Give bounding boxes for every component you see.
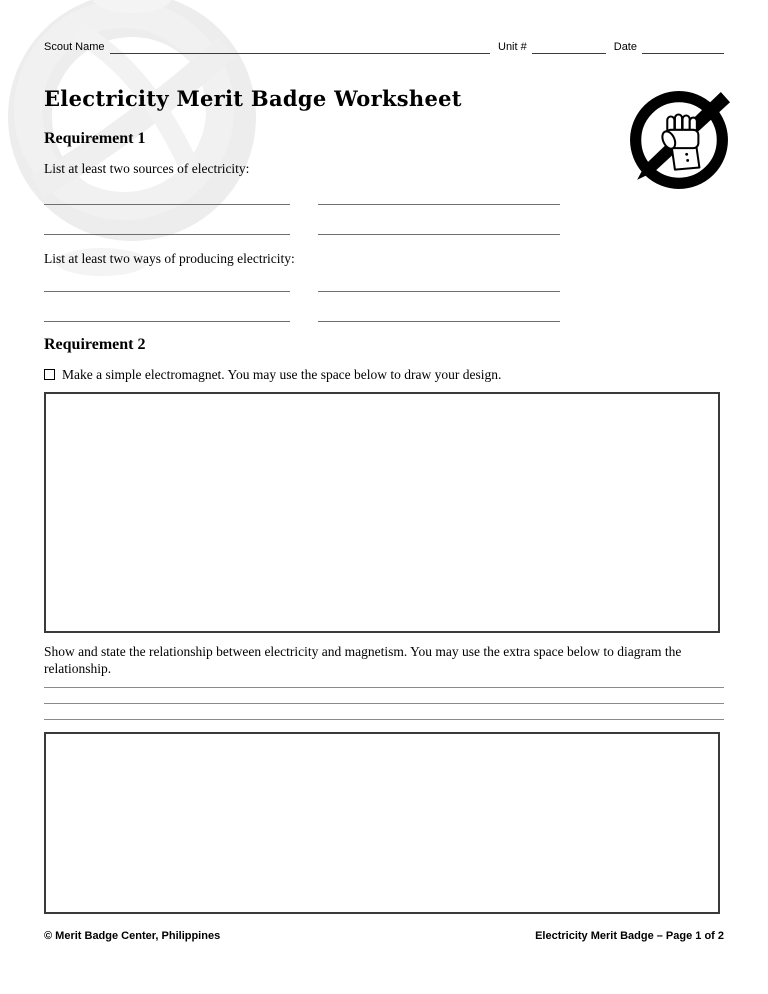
producing-prompt: List at least two ways of producing electricity:	[44, 251, 295, 266]
date-blank[interactable]	[642, 40, 724, 54]
producing-blank-1[interactable]	[44, 277, 290, 292]
relationship-prompt: Show and state the relationship between electricity and magnetism. You may use the extra space below to diagram the relationship.	[44, 644, 682, 676]
page-title: Electricity Merit Badge Worksheet	[44, 86, 462, 111]
header-row	[44, 40, 724, 54]
empty-checkbox-icon[interactable]	[44, 369, 55, 380]
footer-copyright: © Merit Badge Center, Philippines	[44, 930, 221, 942]
relationship-diagram-box[interactable]	[44, 732, 720, 914]
footer-page-indicator: Electricity Merit Badge – Page 1 of 2	[535, 930, 724, 942]
sources-answer-blanks	[44, 175, 560, 235]
producing-blank-4[interactable]	[318, 307, 560, 322]
page-footer	[44, 930, 724, 942]
unit-blank[interactable]	[532, 40, 606, 54]
requirement-1-heading: Requirement 1	[44, 130, 146, 147]
producing-blank-3[interactable]	[44, 307, 290, 322]
source-blank-1[interactable]	[44, 190, 290, 205]
electromagnet-drawing-box[interactable]	[44, 392, 720, 633]
source-blank-3[interactable]	[44, 220, 290, 235]
relationship-answer-lines	[44, 672, 724, 720]
electromagnet-task-label: Make a simple electromagnet. You may use the space below to draw your design.	[62, 367, 502, 382]
producing-blank-2[interactable]	[318, 277, 560, 292]
electromagnet-task-line	[44, 366, 724, 383]
source-blank-4[interactable]	[318, 220, 560, 235]
sources-prompt: List at least two sources of electricity:	[44, 161, 250, 176]
scout-name-label: Scout Name	[44, 41, 105, 53]
date-label: Date	[613, 41, 637, 53]
answer-line-3[interactable]	[44, 704, 724, 720]
source-blank-2[interactable]	[318, 190, 560, 205]
producing-answer-blanks	[44, 262, 560, 322]
answer-line-2[interactable]	[44, 688, 724, 704]
answer-line-1[interactable]	[44, 672, 724, 688]
requirement-2-heading: Requirement 2	[44, 336, 146, 353]
scout-name-blank[interactable]	[110, 40, 490, 54]
unit-label: Unit #	[498, 41, 527, 53]
